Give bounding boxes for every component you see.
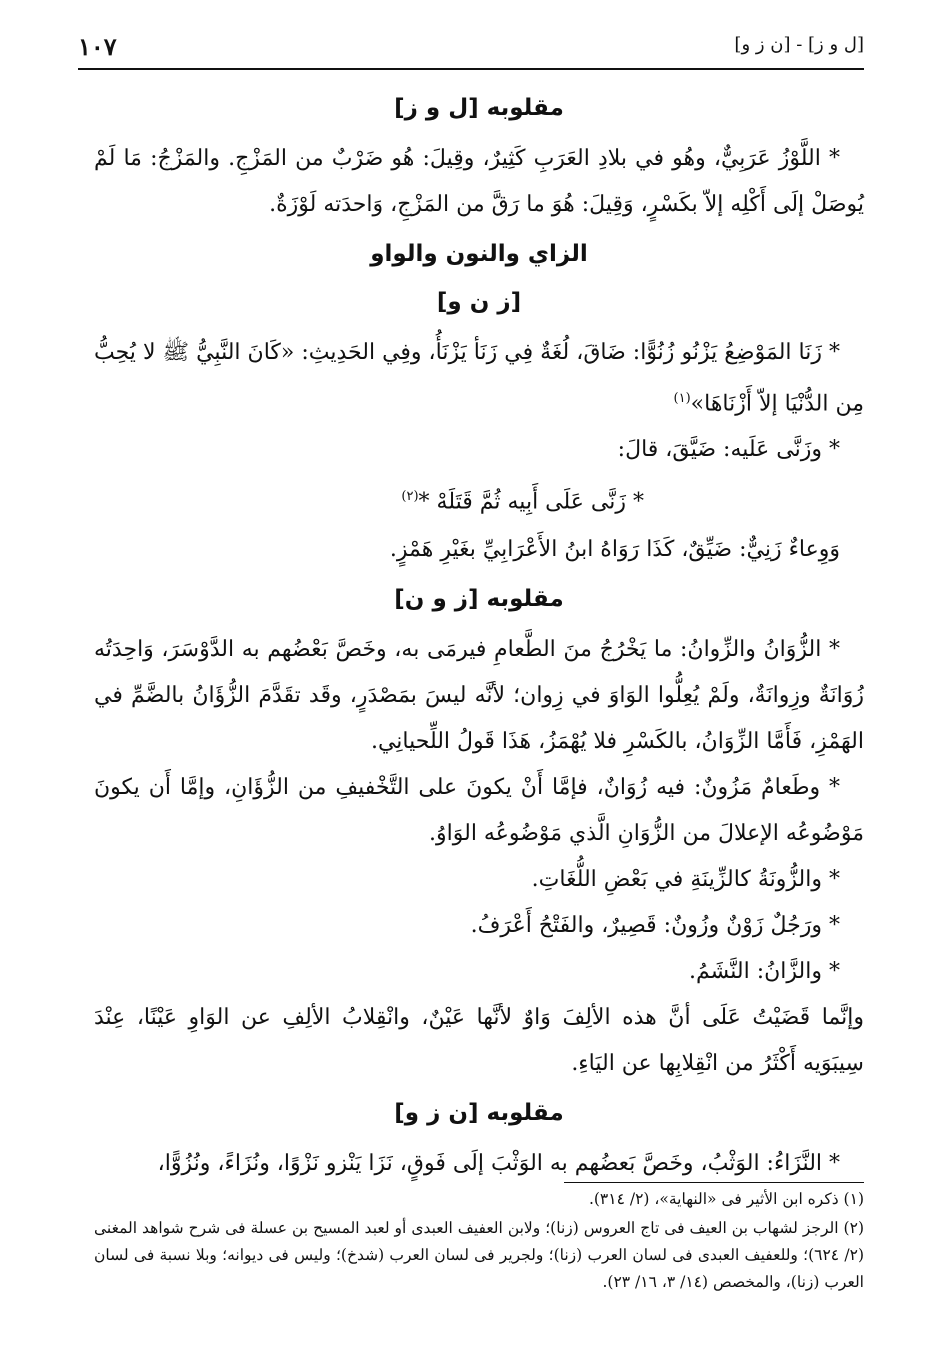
- verse-text: * زَنَّى عَلَى أَبِيه ثُمَّ قَتَلَهْ *: [418, 489, 644, 515]
- footnote-marker-2: (٢): [401, 489, 419, 505]
- paragraph-sibawayh: وإنَّما قَضَيْتُ عَلَى أنَّ هذه الألِفَ وَاوٌ لأنَّها عَيْنٌ، وانْقِلابُ الألِفِ عن الوَاوِ عَيْنًا، عِنْدَ سِيبَوَيه أَكْثَرُ من انْقِلابِها عن اليَاءِ.: [94, 1004, 864, 1076]
- footnotes: [94, 1186, 864, 1298]
- page-body: [94, 82, 864, 1187]
- paragraph-zana-text: * زَنَا المَوْضِعُ يَزْنُو زُنُوًّا: ضَاقَ، لُغَةٌ فِي زَنَأ يَزْنَأُ، وفِي الحَدِيثِ: «كَانَ النَّبِيُّ ﷺ لا يُحِبُّ مِن الدُّنْيَا إلاّ أَزْنَاهَا»: [94, 340, 864, 417]
- header-rule: [78, 68, 864, 70]
- paragraph-nazaa: * النَّزَاءُ: الوَثْبُ، وخَصَّ بَعضُهم به الوَثْبَ إلَى فَوقٍ، نَزَا يَنْزو نَزْوًا، ونُزَاءً، ونُزُوًّا،: [157, 1150, 840, 1176]
- footnote-marker-1: (١): [673, 391, 691, 406]
- paragraph-wiaa: وَوِعاءٌ زَنِيٌّ: ضَيِّقٌ، كَذَا رَوَاهُ ابنُ الأَعْرَابِيِّ بغَيْرِ هَمْزٍ.: [389, 536, 840, 562]
- section-title-n-z-w: مقلوبه [ن ز و]: [394, 1099, 564, 1126]
- footnote-2: (٢) الرجز لشهاب بن العيف فى تاج العروس (زنا)؛ ولابن العفيف العبدى أو لعبد المسيح بن عسلة فى شرح شواهد المغنى (٢/ ٦٢٤)؛ وللعفيف العبدى فى لسان العرب (زنا)؛ ولجرير فى لسان العرب (شدخ)؛ وليس فى ديوانه؛ وبلا نسبة فى لسان العرب (زنا)، والمخصص (١٤/ ٣، ١٦/ ٢٣).: [94, 1219, 864, 1291]
- running-head: [ل و ز] - [ن ز و]: [734, 34, 864, 55]
- paragraph-lawz: * اللَّوْزُ عَرَبِيٌّ، وهُو في بلادِ العَرَبِ كَثِيرٌ، وقِيلَ: هُو ضَرْبٌ من المَزْجِ. والمَزْجُ: مَا لَمْ يُوصَلْ إلَى أَكْلِه إلاّ بكَسْرٍ، وَقِيلَ: هُوَ ما رَقَّ من المَزْجِ، وَاحدَته لَوْزَةٌ.: [94, 146, 864, 217]
- paragraph-mazun: * وطَعامٌ مَزُونٌ: فيه زُوَانٌ، فإمَّا أَنْ يكونَ على التَّخْفيفِ من الزُّؤَانِ، وإمَّا أَن يكونَ مَوْضُوعُه الإعلالَ من الزُّوَانِ الَّذي مَوْضُوعُه الوَاوُ.: [94, 774, 864, 846]
- paragraph-zuwan: * الزُّوَانُ والزِّوانُ: ما يَخْرُجُ منَ الطَّعامِ فيرمَى به، وخَصَّ بَعْضُهم به الدَّوْسَرَ، وَاحِدَتُه زُوَانَةٌ وزِوانَةٌ، ولَمْ يُعِلُّوا الوَاوَ في زِوان؛ لأنَّه ليسَ بمَصْدَرٍ، وقَد تقَدَّمَ الزُّؤَانُ بالضَّمِّ في الهَمْزِ، فَأَمَّا الزِّوَانُ، بالكَسْرِ فلا يُهْمَزُ، هَذَا قَولُ اللِّحيانِي.: [94, 636, 864, 754]
- paragraph-zan: * والزَّانُ: النَّشَمُ.: [689, 958, 840, 984]
- section-title-z-n-w: [ز ن و]: [436, 289, 522, 315]
- footnote-rule: [564, 1182, 864, 1183]
- paragraph-zanna: * وزَنَّى عَلَيه: ضَيَّقَ، قالَ:: [617, 437, 840, 463]
- section-title-z-w-n: مقلوبه [ز و ن]: [394, 585, 564, 612]
- verse-line: [94, 473, 864, 526]
- section-title-l-w-z: مقلوبه [ل و ز]: [394, 95, 564, 121]
- paragraph-zana: [94, 330, 864, 427]
- paragraph-zuna: * والزُّونَةُ كالزِّينَةِ في بَعْضِ اللُّغَاتِ.: [531, 866, 840, 892]
- page-number: ١٠٧: [78, 32, 117, 61]
- page-header: [78, 26, 864, 66]
- paragraph-zawn: * ورَجُلٌ زَوْنٌ وزُونٌ: قَصِيرٌ، والفَتْحُ أَعْرَفُ.: [470, 912, 840, 938]
- footnote-1: (١) ذكره ابن الأثير فى «النهاية»، (٢/ ٣١٤).: [588, 1190, 864, 1208]
- chapter-title: الزاي والنون والواو: [370, 241, 588, 267]
